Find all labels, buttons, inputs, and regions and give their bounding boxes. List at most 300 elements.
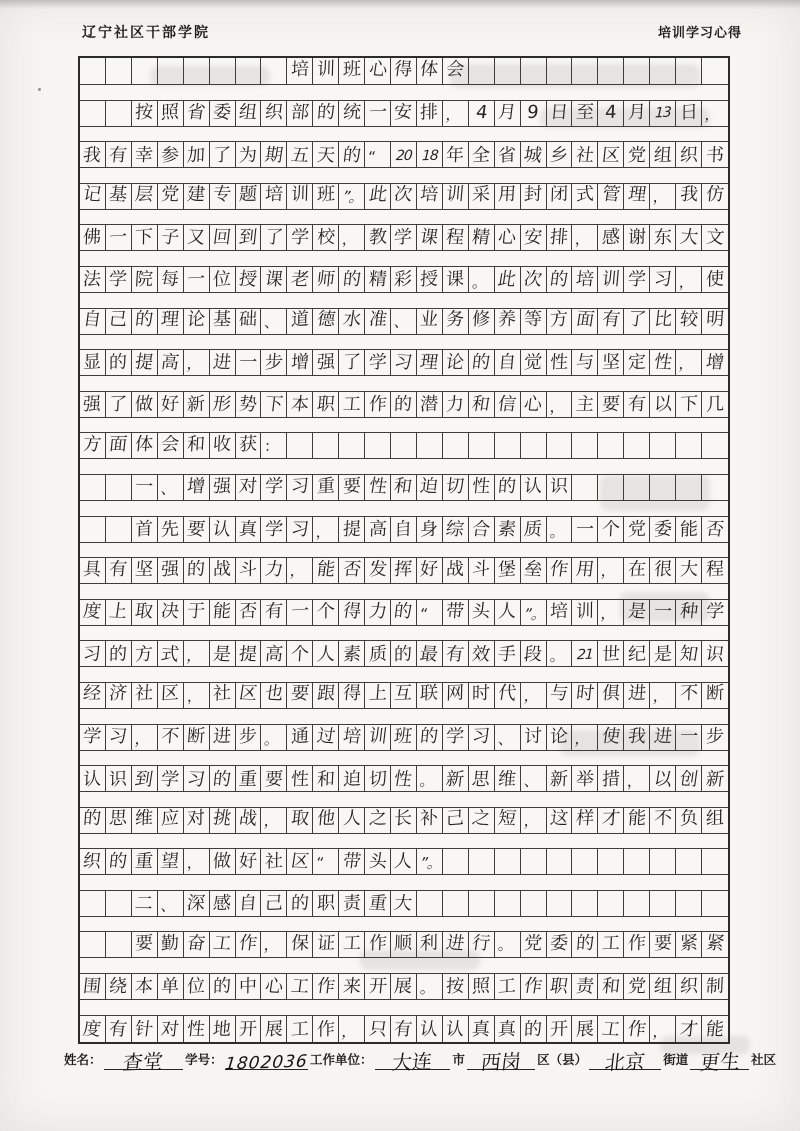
grid-cell: [676, 725, 702, 750]
grid-cell: [572, 475, 598, 500]
handwritten-char: 力: [446, 393, 465, 416]
handwritten-char: 管: [600, 183, 622, 206]
row-gap: [80, 376, 728, 391]
handwritten-char: 识: [549, 476, 569, 498]
grid-cell: [80, 101, 106, 126]
grid-cell: [521, 558, 547, 583]
handwritten-char: 理: [160, 309, 181, 331]
handwritten-char: 的: [211, 768, 233, 790]
grid-cell: [313, 725, 339, 750]
grid-cell: [339, 267, 365, 292]
grid-cell: [417, 558, 443, 583]
grid-cell: [236, 267, 262, 292]
grid-cell: [417, 600, 443, 625]
grid-cell: [702, 101, 728, 126]
grid-cell: [236, 849, 262, 874]
handwritten-char: 用: [497, 184, 517, 206]
handwritten-char: 、: [264, 312, 280, 332]
handwritten-char: 院: [134, 269, 154, 291]
grid-cell: [521, 683, 547, 708]
handwritten-char: 自: [394, 518, 413, 541]
grid-cell: [598, 974, 624, 999]
grid-cell: [495, 974, 521, 999]
handwritten-char: 。: [471, 272, 487, 292]
handwritten-char: 业: [419, 309, 440, 331]
handwritten-char: 织: [263, 101, 285, 124]
handwritten-char: 的: [394, 643, 413, 666]
handwritten-char: 心: [263, 975, 285, 998]
grid-cell: [495, 58, 521, 84]
grid-cell: [650, 891, 676, 916]
handwritten-char: 期: [263, 144, 285, 167]
grid-cell: [572, 267, 598, 292]
grid-cell: [313, 184, 339, 209]
grid-cell: [158, 808, 184, 833]
handwritten-char: 课: [263, 269, 285, 291]
handwritten-char: 区: [289, 850, 311, 873]
handwritten-char: 训: [600, 269, 621, 291]
handwritten-char: 习: [289, 519, 310, 541]
handwritten-char: 学: [263, 518, 284, 541]
grid-cell: [572, 309, 598, 334]
grid-cell: [184, 267, 210, 292]
handwritten-char: 子: [159, 226, 181, 249]
handwritten-char: 提: [237, 643, 258, 665]
grid-cell: [469, 142, 495, 167]
grid-cell: [702, 891, 728, 916]
handwritten-char: 的: [109, 643, 128, 666]
grid-cell: [261, 766, 287, 791]
handwritten-char: ，: [574, 729, 592, 748]
handwritten-char: 针: [134, 1018, 155, 1040]
grid-cell: [547, 558, 573, 583]
grid-cell: [598, 267, 624, 292]
grid-cell: [676, 808, 702, 833]
grid-cell: [339, 433, 365, 458]
handwritten-char: ，: [522, 811, 540, 830]
text-row: [80, 599, 728, 626]
handwritten-char: 4: [474, 101, 489, 124]
grid-cell: [236, 932, 262, 957]
handwritten-char: 是: [653, 643, 672, 666]
handwritten-char: 织: [82, 850, 103, 873]
handwritten-char: ，: [522, 686, 541, 706]
grid-cell: [598, 142, 624, 167]
grid-cell: [106, 891, 132, 916]
handwritten-char: 我: [82, 144, 103, 166]
grid-cell: [547, 932, 573, 957]
handwritten-char: 职: [316, 892, 335, 915]
row-gap: [80, 875, 728, 890]
grid-cell: [132, 849, 158, 874]
handwritten-char: 开: [238, 1018, 258, 1040]
grid-cell: [702, 725, 728, 750]
handwritten-char: 新: [704, 768, 726, 790]
grid-cell: [365, 766, 391, 791]
handwritten-char: ，: [289, 561, 307, 581]
text-row: [80, 682, 728, 709]
handwritten-char: 每: [160, 269, 180, 291]
page-header: [82, 22, 742, 42]
grid-cell: [391, 184, 417, 209]
handwritten-char: 统: [342, 101, 362, 124]
grid-cell: [210, 600, 236, 625]
handwritten-char: 人: [316, 643, 336, 666]
grid-cell: [650, 184, 676, 209]
handwritten-char: 学: [394, 226, 413, 249]
handwritten-char: 效: [470, 643, 492, 666]
handwritten-char: 补: [420, 807, 439, 830]
grid-cell: [572, 225, 598, 250]
grid-cell: [443, 683, 469, 708]
handwritten-char: 9: [526, 102, 540, 124]
grid-cell: [572, 766, 598, 791]
grid-cell: [132, 974, 158, 999]
handwritten-char: 俱: [601, 683, 621, 705]
handwritten-char: 至: [575, 101, 595, 124]
handwritten-char: 的: [393, 600, 414, 623]
grid-cell: [365, 891, 391, 916]
grid-cell: [598, 184, 624, 209]
grid-cell: [210, 517, 236, 542]
grid-cell: [210, 267, 236, 292]
grid-cell: [598, 600, 624, 625]
handwritten-char: 对: [238, 476, 258, 498]
handwritten-char: 学: [264, 476, 284, 498]
grid-cell: [547, 974, 573, 999]
grid-cell: [210, 58, 236, 84]
handwritten-char: 班: [342, 58, 361, 81]
grid-cell: [313, 58, 339, 84]
grid-cell: [495, 101, 521, 126]
grid-cell: [702, 58, 728, 84]
grid-cell: [184, 309, 210, 334]
handwritten-char: 进: [652, 725, 673, 748]
handwritten-char: 维: [497, 768, 518, 790]
grid-cell: [365, 1016, 391, 1042]
handwritten-char: 责: [574, 975, 596, 997]
handwritten-char: 工: [600, 1018, 622, 1041]
grid-cell: [210, 558, 236, 583]
handwritten-char: 使: [600, 725, 622, 748]
handwritten-char: 感: [601, 226, 621, 249]
handwritten-char: 上: [108, 600, 129, 623]
grid-cell: [158, 309, 184, 334]
handwritten-char: 紧: [679, 932, 698, 955]
grid-cell: [676, 849, 702, 874]
grid-cell: [676, 558, 702, 583]
handwritten-char: 和: [600, 975, 621, 997]
handwritten-char: 大: [679, 558, 699, 580]
handwritten-char: 人: [497, 600, 517, 623]
handwritten-char: 。: [264, 729, 280, 748]
grid-cell: [650, 725, 676, 750]
handwritten-char: 垒: [522, 558, 544, 581]
row-gap: [80, 501, 728, 516]
handwritten-char: 回: [211, 226, 233, 249]
handwritten-char: 与: [548, 683, 570, 705]
grid-cell: [417, 475, 443, 500]
grid-cell: [210, 225, 236, 250]
handwritten-char: 要: [653, 932, 673, 955]
handwritten-char: ，: [185, 354, 203, 374]
grid-cell: [469, 891, 495, 916]
handwritten-char: 知: [678, 643, 700, 666]
grid-cell: [702, 1016, 728, 1042]
handwritten-char: 的: [523, 1018, 543, 1041]
grid-cell: [572, 891, 598, 916]
grid-cell: [365, 600, 391, 625]
grid-cell: [624, 433, 650, 458]
grid-cell: [287, 641, 313, 666]
grid-cell: [313, 225, 339, 250]
grid-cell: [547, 142, 573, 167]
handwritten-char: 作: [626, 1018, 648, 1041]
handwritten-char: 觉: [523, 351, 543, 373]
grid-cell: [365, 101, 391, 126]
handwritten-char: 战: [237, 807, 259, 830]
grid-cell: [650, 641, 676, 666]
row-gap: [80, 626, 728, 641]
grid-cell: [106, 808, 132, 833]
grid-cell: [624, 350, 650, 375]
grid-cell: [339, 808, 365, 833]
grid-cell: [132, 433, 158, 458]
grid-cell: [624, 58, 650, 84]
handwritten-char: 围: [82, 975, 103, 997]
handwritten-char: 人: [341, 808, 362, 830]
handwritten-char: 区: [237, 682, 259, 705]
handwritten-char: 作: [548, 558, 570, 581]
grid-cell: [132, 101, 158, 126]
grid-cell: [547, 641, 573, 666]
grid-cell: [391, 225, 417, 250]
handwritten-char: 最: [418, 643, 440, 666]
handwritten-char: 培: [290, 58, 310, 81]
grid-cell: [158, 725, 184, 750]
grid-cell: [132, 58, 158, 84]
grid-cell: [521, 58, 547, 84]
handwritten-char: 步: [264, 351, 284, 373]
handwritten-char: 质: [522, 518, 544, 541]
handwritten-char: 学: [108, 269, 129, 291]
handwritten-char: 方: [549, 308, 569, 331]
grid-cell: [572, 1016, 598, 1042]
handwritten-char: 20: [394, 147, 412, 164]
grid-cell: [365, 184, 391, 209]
grid-cell: [210, 766, 236, 791]
handwritten-char: 13: [654, 104, 671, 122]
grid-cell: [391, 932, 417, 957]
handwritten-char: 班: [393, 725, 414, 748]
grid-cell: [365, 392, 391, 417]
grid-cell: [184, 766, 210, 791]
grid-cell: [158, 932, 184, 957]
district-blank: [467, 1049, 535, 1075]
grid-cell: [106, 600, 132, 625]
handwritten-char: 层: [134, 184, 155, 206]
grid-cell: [469, 725, 495, 750]
handwritten-char: 重: [366, 892, 388, 915]
handwritten-char: 了: [264, 226, 284, 248]
grid-cell: [598, 808, 624, 833]
handwritten-char: 不: [679, 682, 699, 705]
text-row: [80, 391, 728, 418]
grid-cell: [495, 309, 521, 334]
handwritten-char: 长: [394, 807, 413, 830]
grid-cell: [624, 849, 650, 874]
grid-cell: [210, 849, 236, 874]
grid-cell: [650, 433, 676, 458]
grid-cell: [572, 683, 598, 708]
grid-cell: [702, 517, 728, 542]
handwritten-char: 自: [497, 351, 518, 373]
grid-cell: [598, 309, 624, 334]
handwritten-char: 区: [160, 682, 180, 705]
grid-cell: [261, 184, 287, 209]
grid-cell: [184, 142, 210, 167]
grid-cell: [80, 1016, 106, 1042]
grid-cell: [391, 641, 417, 666]
handwritten-char: 区: [600, 144, 621, 166]
handwritten-char: 的: [341, 269, 362, 291]
grid-cell: [287, 101, 313, 126]
handwritten-char: ，: [703, 105, 722, 125]
grid-cell: [521, 225, 547, 250]
handwritten-char: 先: [161, 518, 180, 541]
grid-cell: [650, 309, 676, 334]
grid-cell: [132, 142, 158, 167]
grid-cell: [676, 142, 702, 167]
grid-cell: [521, 932, 547, 957]
grid-cell: [365, 808, 391, 833]
grid-cell: [417, 392, 443, 417]
handwritten-char: 性: [392, 768, 414, 791]
handwritten-char: 高: [159, 351, 181, 374]
grid-cell: [598, 641, 624, 666]
handwritten-char: 取: [289, 808, 311, 830]
handwritten-char: “: [315, 854, 326, 873]
handwritten-char: 增: [290, 351, 310, 373]
handwritten-char: 参: [160, 144, 180, 166]
handwritten-char: 对: [160, 1018, 181, 1040]
grid-cell: [417, 974, 443, 999]
handwritten-char: ”。: [419, 854, 442, 873]
handwritten-char: 手: [497, 643, 518, 665]
handwritten-char: 斗: [238, 557, 258, 581]
handwritten-char: 取: [134, 600, 155, 623]
grid-cell: [261, 58, 287, 84]
text-row: [80, 349, 728, 376]
grid-cell: [184, 350, 210, 375]
grid-cell: [313, 350, 339, 375]
handwritten-char: 面: [574, 308, 596, 331]
handwritten-char: 和: [186, 433, 206, 456]
student-id-blank: [224, 1051, 309, 1075]
grid-cell: [210, 683, 236, 708]
handwritten-char: 济: [108, 683, 129, 705]
grid-cell: [80, 267, 106, 292]
handwritten-char: 认: [419, 1018, 440, 1040]
grid-cell: [391, 558, 417, 583]
handwritten-char: 得: [393, 58, 415, 81]
handwritten-char: 代: [496, 682, 518, 705]
grid-cell: [287, 766, 313, 791]
grid-cell: [676, 392, 702, 417]
grid-cell: [236, 725, 262, 750]
handwritten-char: 度: [81, 1018, 103, 1041]
grid-cell: [443, 600, 469, 625]
handwritten-char: 组: [237, 101, 259, 124]
handwritten-char: 行: [471, 932, 492, 955]
grid-cell: [391, 1016, 417, 1042]
handwritten-char: ，: [263, 936, 281, 955]
grid-cell: [236, 517, 262, 542]
handwritten-char: 一: [109, 226, 128, 249]
grid-cell: [469, 309, 495, 334]
handwritten-char: 了: [108, 393, 128, 416]
handwritten-char: ，: [444, 105, 463, 125]
grid-cell: [339, 932, 365, 957]
grid-cell: [80, 517, 106, 542]
grid-cell: [702, 350, 728, 375]
grid-cell: [236, 558, 262, 583]
handwritten-char: 头: [367, 850, 388, 872]
grid-cell: [521, 849, 547, 874]
grid-cell: [261, 891, 287, 916]
handwritten-char: 一: [238, 351, 258, 373]
handwritten-char: 工: [211, 932, 233, 955]
grid-cell: [650, 267, 676, 292]
handwritten-char: 性: [652, 351, 674, 374]
handwritten-char: ：: [264, 436, 280, 456]
handwritten-char: 明: [705, 308, 725, 331]
handwritten-char: 个: [290, 643, 310, 665]
grid-cell: [521, 142, 547, 167]
handwritten-char: 性: [290, 768, 310, 790]
grid-cell: [132, 184, 158, 209]
grid-cell: [261, 600, 287, 625]
handwritten-char: 己: [446, 807, 465, 830]
handwritten-char: 上: [367, 683, 388, 705]
handwritten-char: 了: [212, 144, 232, 167]
handwritten-char: ，: [678, 354, 696, 374]
grid-cell: [184, 641, 210, 666]
grid-cell: [572, 974, 598, 999]
grid-cell: [184, 600, 210, 625]
grid-cell: [236, 225, 262, 250]
grid-cell: [236, 309, 262, 334]
handwritten-char: 幸: [134, 144, 155, 166]
handwritten-char: 师: [315, 269, 336, 291]
grid-cell: [261, 932, 287, 957]
handwritten-char: 工: [601, 932, 621, 955]
handwritten-char: 性: [549, 351, 569, 373]
handwritten-char: 提: [133, 351, 155, 374]
grid-cell: [106, 558, 132, 583]
grid-cell: [495, 683, 521, 708]
community-handwritten: 更生: [698, 1049, 741, 1075]
handwritten-char: 学: [159, 768, 181, 791]
grid-cell: [650, 58, 676, 84]
grid-cell: [495, 600, 521, 625]
handwritten-char: 一: [575, 518, 595, 541]
grid-cell: [80, 641, 106, 666]
handwritten-char: 下: [135, 226, 154, 249]
grid-cell: [391, 58, 417, 84]
grid-cell: [547, 58, 573, 84]
grid-cell: [702, 225, 728, 250]
